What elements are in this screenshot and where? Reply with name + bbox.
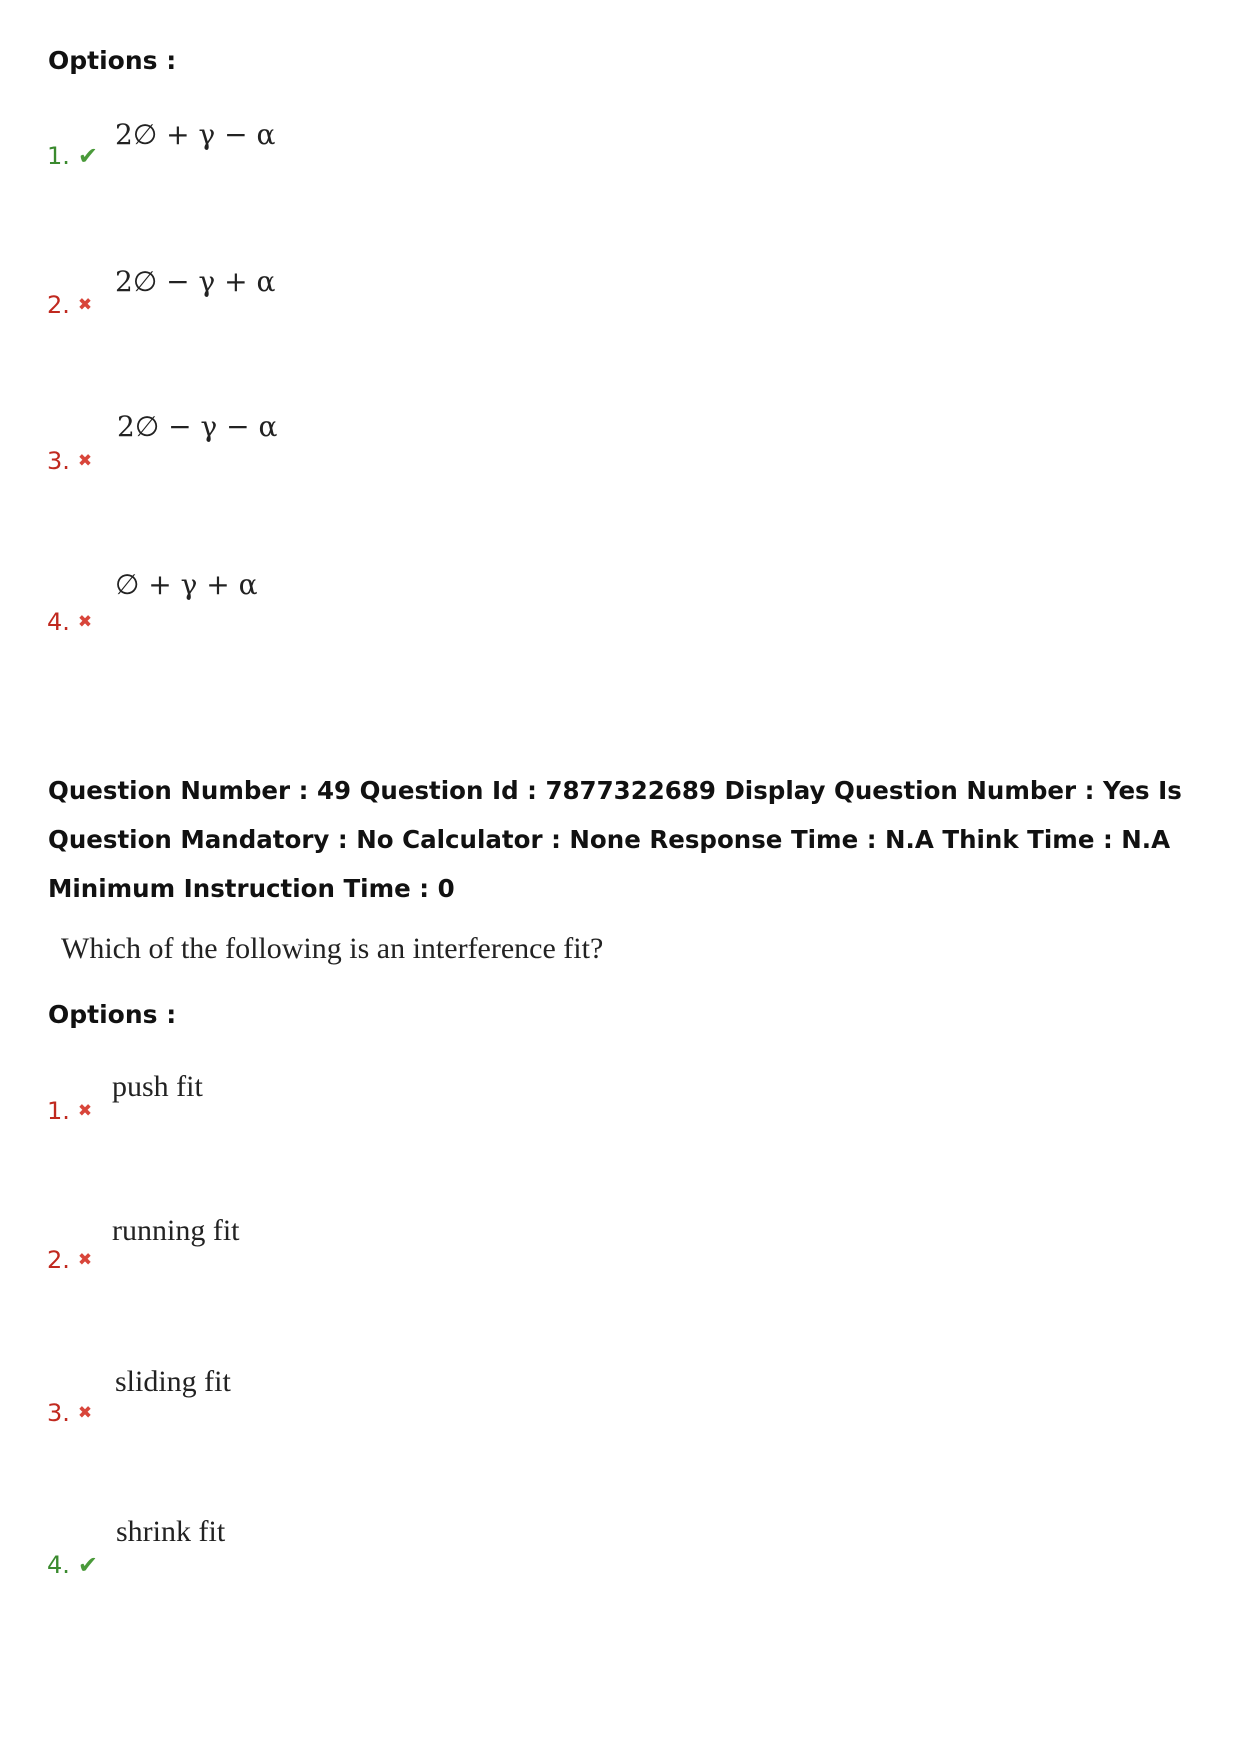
cross-icon: ✖	[77, 294, 93, 315]
cross-icon: ✖	[77, 1402, 93, 1423]
option-number-1: 1. ✖	[47, 1097, 93, 1125]
option-number-2: 2. ✖	[47, 291, 93, 319]
option-number-3: 3. ✖	[47, 1399, 93, 1427]
option-text-3: 2∅ − γ − α	[117, 410, 278, 443]
option-text-4: shrink fit	[116, 1515, 226, 1548]
option-text-1: 2∅ + γ − α	[115, 118, 276, 151]
cross-icon: ✖	[77, 1249, 93, 1270]
check-icon: ✔	[77, 142, 99, 170]
option-text-3: sliding fit	[115, 1365, 231, 1398]
question-text: Which of the following is an interference fit?	[61, 932, 604, 965]
option-number-4: 4. ✔	[47, 1551, 99, 1579]
question-meta: Question Number : 49 Question Id : 7877322689 Display Question Number : Yes Is Question Mandatory : No Calculator : None Response Time : N.A Think Time : N.A Minimum Instruction Time : 0	[48, 776, 1182, 903]
check-icon: ✔	[77, 1551, 99, 1579]
option-number-3: 3. ✖	[47, 447, 93, 475]
options-label: Options :	[48, 1000, 177, 1029]
cross-icon: ✖	[77, 611, 93, 632]
options-label: Options :	[48, 46, 177, 75]
option-text-4: ∅ + γ + α	[115, 568, 258, 601]
option-number-4: 4. ✖	[47, 608, 93, 636]
option-text-1: push fit	[112, 1070, 203, 1103]
option-number-1: 1. ✔	[47, 142, 99, 170]
option-number-2: 2. ✖	[47, 1246, 93, 1274]
option-text-2: 2∅ − γ + α	[115, 265, 276, 298]
cross-icon: ✖	[77, 1100, 93, 1121]
cross-icon: ✖	[77, 450, 93, 471]
option-text-2: running fit	[112, 1214, 240, 1247]
